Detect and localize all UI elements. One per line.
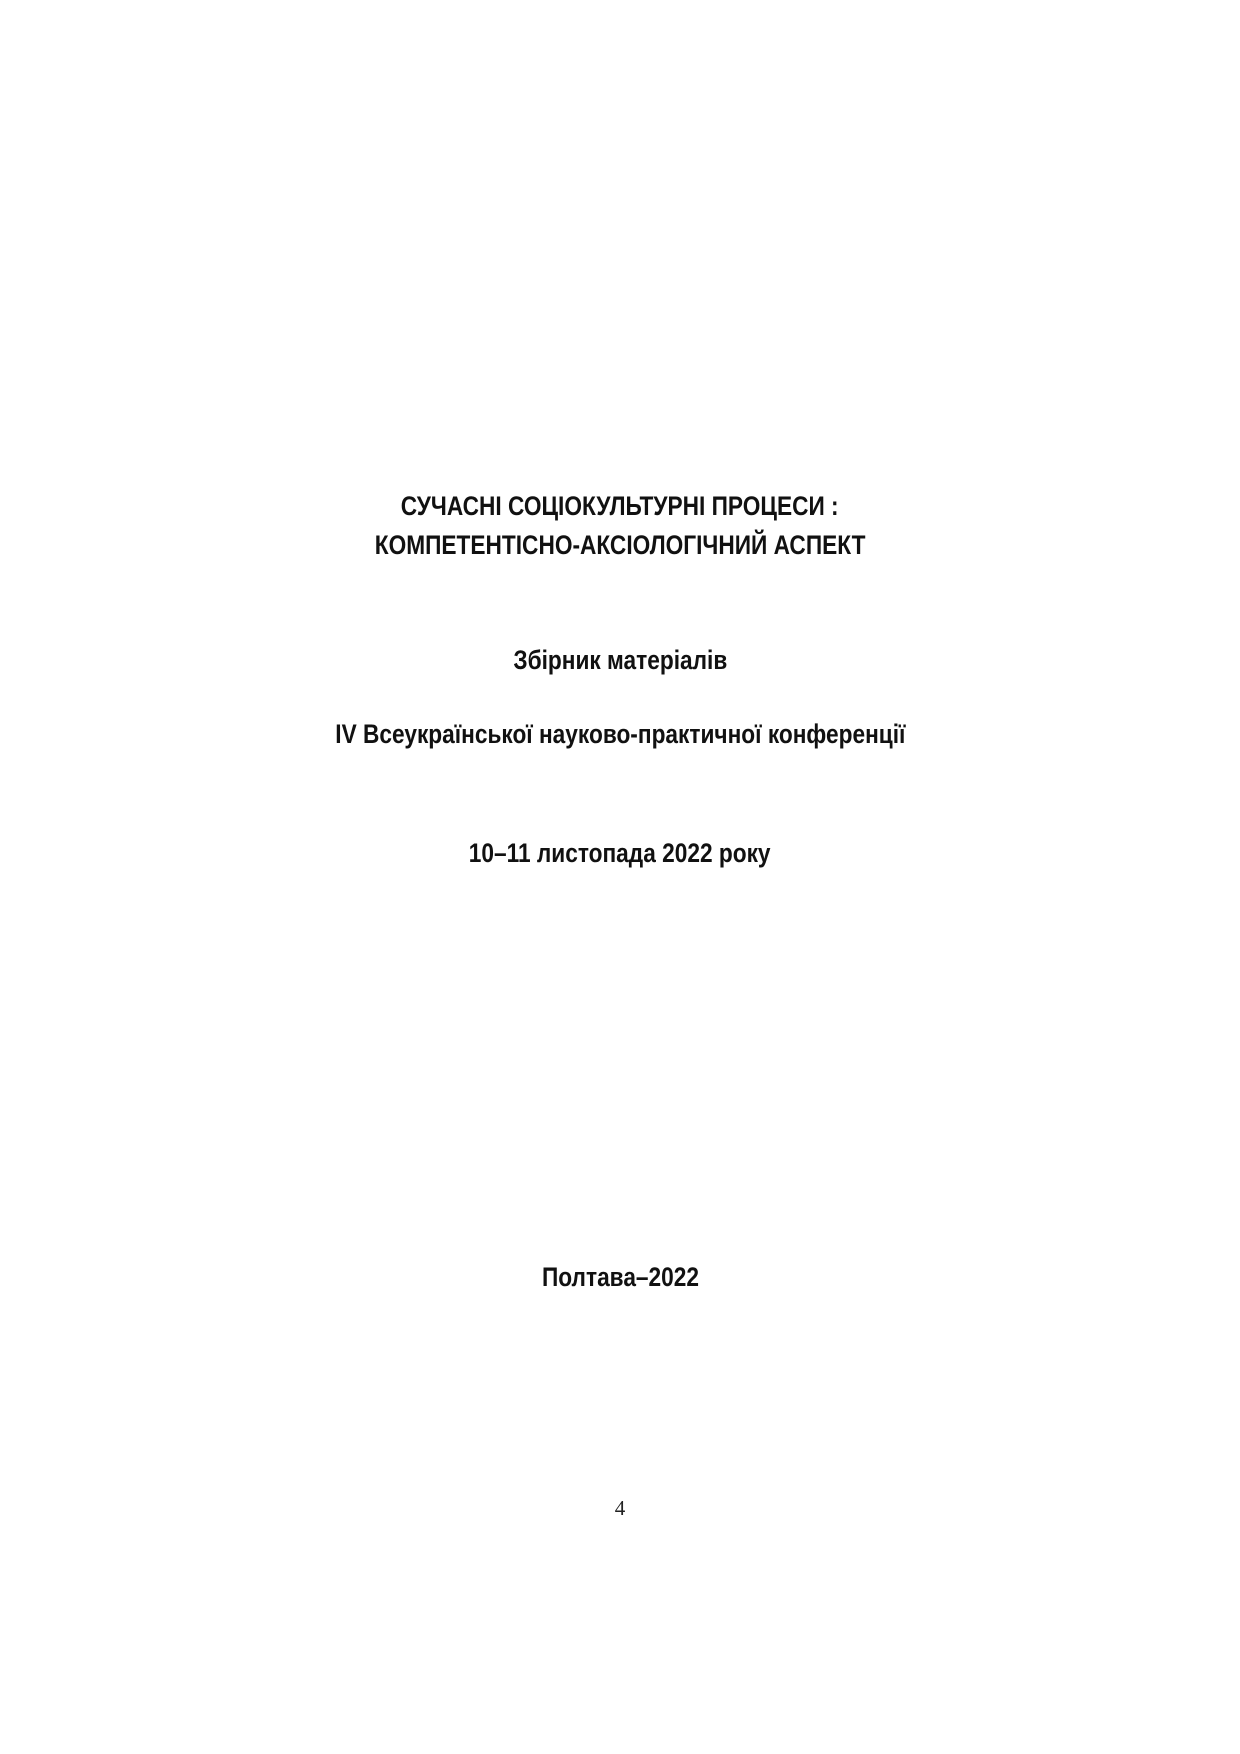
title-line-1: СУЧАСНІ СОЦІОКУЛЬТУРНІ ПРОЦЕСИ : — [401, 491, 839, 521]
conference-name: IV Всеукраїнської науково-практичної конференції — [334, 719, 906, 749]
conference-name-row — [0, 719, 1240, 750]
place-year-row — [0, 1262, 1240, 1293]
page-number-row — [0, 1496, 1240, 1521]
title-line-2: КОМПЕТЕНТІСНО-АКСІОЛОГІЧНИЙ АСПЕКТ — [374, 530, 866, 560]
title-line-2-row — [0, 530, 1240, 561]
collection-label: Збірник матеріалів — [513, 645, 727, 675]
title-line-1-row — [0, 491, 1240, 522]
collection-label-row — [0, 645, 1240, 676]
dates-row — [0, 838, 1240, 869]
conference-dates: 10–11 листопада 2022 року — [469, 838, 771, 868]
place-year: Полтава–2022 — [541, 1262, 699, 1292]
page-number: 4 — [614, 1496, 626, 1520]
